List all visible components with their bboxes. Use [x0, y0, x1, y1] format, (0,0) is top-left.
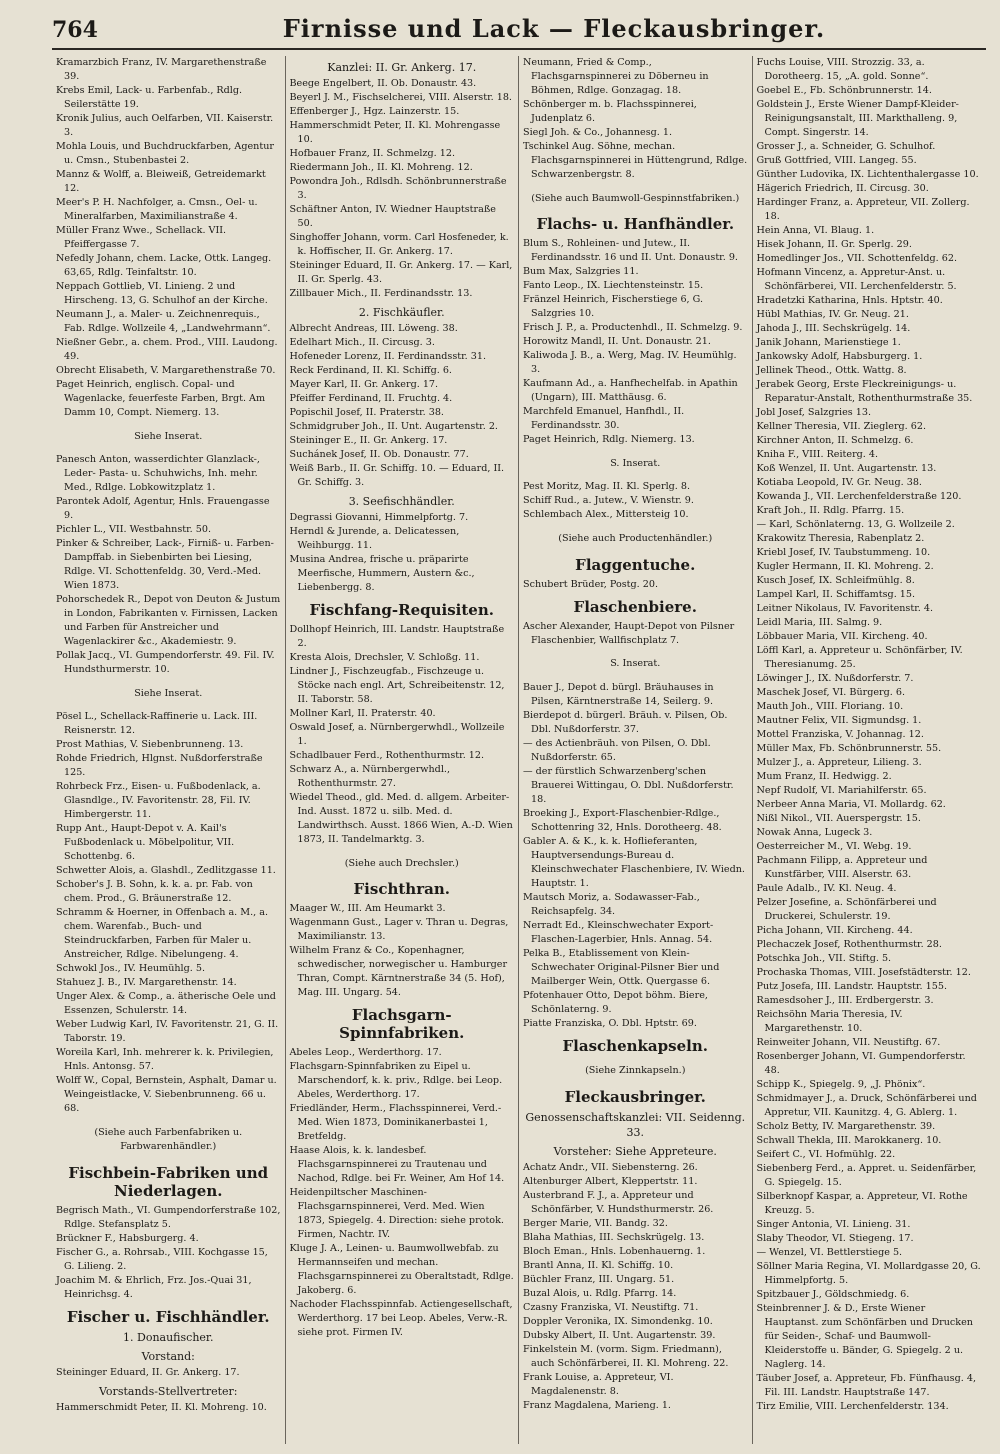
subsection-heading: 2. Fischkäufler. — [358, 306, 445, 319]
directory-entry: Franz Magdalena, Marieng. 1. — [523, 1399, 671, 1411]
subsection-heading: Genossenschaftskanzlei: VII. Seidenng. 33. — [525, 1110, 746, 1139]
directory-entry: Wilhelm Franz & Co., Kopenhagner, schwedischer, norwegischer u. Hamburger Thran, Compt. Kärntnerstraße 34 (5. Hof), Mag. III. Ungarg. 54. — [289, 945, 508, 999]
column-3 — [519, 56, 753, 1444]
directory-entry: Mum Franz, II. Hedwigg. 2. — [756, 771, 892, 782]
directory-entry: Hradetzki Katharina, Hnls. Hptstr. 40. — [756, 295, 943, 306]
directory-entry: Buzal Alois, u. Rdlg. Pfarrg. 14. — [523, 1287, 677, 1299]
directory-entry: Pest Moritz, Mag. II. Kl. Sperlg. 8. — [523, 481, 691, 493]
directory-entry: Hofmann Vincenz, a. Appretur-Anst. u. Schönfärberei, VII. Lerchenfelderstr. 5. — [756, 267, 957, 292]
directory-entry: Mottel Franziska, V. Johannag. 12. — [756, 729, 924, 740]
directory-entry: Kellner Theresia, VII. Zieglerg. 62. — [756, 421, 927, 432]
directory-entry: Koß Wenzel, II. Unt. Augartenstr. 13. — [756, 463, 937, 474]
reference-note: Siehe Inserat. — [134, 430, 203, 442]
directory-entry: Steininger E., II. Gr. Ankerg. 17. — [289, 435, 448, 446]
directory-entry: Janik Johann, Marienstiege 1. — [756, 337, 901, 348]
directory-entry: Gruß Gottfried, VIII. Langeg. 55. — [756, 155, 917, 166]
directory-entry: Pfotenhauer Otto, Depot böhm. Biere, Schönlaterng. 9. — [523, 989, 708, 1015]
directory-entry: Bierdepot d. bürgerl. Bräuh. v. Pilsen, Ob. Dbl. Nußdorferstr. 37. — [523, 709, 728, 735]
directory-entry: Schwall Thekla, III. Marokkanerg. 10. — [756, 1135, 942, 1146]
directory-entry: Hisek Johann, II. Gr. Sperlg. 29. — [756, 239, 912, 250]
directory-entry: Steininger Eduard, II. Gr. Ankerg. 17. — Karl, II. Gr. Sperlg. 43. — [289, 260, 513, 285]
directory-entry: Fuchs Louise, VIII. Strozzig. 33, a. Dorotheerg. 15, „A. gold. Sonne“. — [756, 57, 929, 82]
directory-entry: Büchler Franz, III. Ungarg. 51. — [523, 1273, 675, 1285]
reference-note: (Siehe Zinnkapseln.) — [585, 1065, 686, 1077]
running-title: Firnisse und Lack — Fleckausbringer. — [282, 14, 826, 43]
directory-entry: Fischer G., a. Rohrsab., VIII. Kochgasse 15, G. Lilieng. 2. — [56, 1246, 268, 1272]
directory-entry: Leidl Maria, III. Salmg. 9. — [756, 617, 883, 628]
directory-entry: Broeking J., Export-Flaschenbier-Rdlge., Schottenring 32, Hnls. Dorotheerg. 48. — [523, 807, 722, 833]
directory-entry: Altenburger Albert, Kleppertstr. 11. — [523, 1175, 698, 1187]
directory-entry: Bauer J., Depot d. bürgl. Bräuhauses in Pilsen, Kärntnerstraße 14, Seilerg. 9. — [523, 681, 714, 707]
directory-entry: Heidenpiltscher Maschinen-Flachsgarnspinnerei, Verd. Med. Wien 1873, Spiegelg. 4. Direction: siehe protok. Firmen, Nachtr. IV. — [289, 1187, 504, 1241]
section-heading: Fischfang-Requisiten. — [309, 601, 494, 619]
section-heading: Flaschenkapseln. — [562, 1036, 708, 1055]
directory-entry: Jahoda J., III. Sechskrügelg. 14. — [756, 323, 911, 334]
directory-entry: Löffl Karl, a. Appreteur u. Schönfärber, IV. Theresianumg. 25. — [756, 645, 963, 670]
directory-entry: Löbbauer Maria, VII. Kircheng. 40. — [756, 631, 928, 642]
directory-entry: Kluge J. A., Leinen- u. Baumwollwebfab. zu Hermannseifen und mechan. Flachsgarnspinnerei zu Oberaltstadt, Rdlge. Jakoberg. 6. — [289, 1243, 514, 1297]
directory-entry: Pösel L., Schellack-Raffinerie u. Lack. III. Reisnerstr. 12. — [56, 711, 258, 737]
directory-entry: Blaha Mathias, III. Sechskrügelg. 13. — [523, 1231, 705, 1243]
directory-entry: Beege Engelbert, II. Ob. Donaustr. 43. — [289, 78, 477, 89]
page-number: 764 — [52, 17, 98, 43]
reference-note: (Siehe auch Productenhändler.) — [558, 532, 713, 544]
directory-entry: Goebel E., Fb. Schönbrunnerstr. 14. — [756, 85, 932, 96]
directory-entry: Ascher Alexander, Haupt-Depot von Pilsner Flaschenbier, Wallfischplatz 7. — [523, 620, 735, 646]
reference-note: (Siehe auch Farbenfabriken u. Farbwarenhändler.) — [94, 1126, 243, 1152]
directory-entry: Kronik Julius, auch Oelfarben, VII. Kaiserstr. 3. — [56, 113, 274, 138]
directory-entry: Schäftner Anton, IV. Wiedner Hauptstraße 50. — [289, 204, 496, 229]
directory-entry: Maager W., III. Am Heumarkt 3. — [289, 903, 446, 915]
section-heading: Flaggentuche. — [575, 555, 696, 574]
reference-note: (Siehe auch Drechsler.) — [344, 857, 459, 869]
section-heading: Fleckausbringer. — [564, 1087, 706, 1106]
directory-entry: Paule Adalb., IV. Kl. Neug. 4. — [756, 883, 897, 894]
directory-entry: Schwetter Alois, a. Glashdl., Zedlitzgasse 11. — [56, 865, 276, 877]
directory-entry: Haase Alois, k. k. landesbef. Flachsgarnspinnerei zu Trautenau und Nachod, Rdlge. bei Fr. Weiner, Am Hof 14. — [289, 1145, 505, 1185]
directory-entry: Unger Alex. & Comp., a. ätherische Oele und Essenzen, Schulerstr. 14. — [56, 991, 276, 1017]
directory-entry: Berger Marie, VII. Bandg. 32. — [523, 1217, 668, 1229]
directory-entry: Goldstein J., Erste Wiener Dampf-Kleider-Reinigungsanstalt, III. Markthalleng. 9, Compt. Singerstr. 14. — [756, 99, 959, 138]
directory-entry: Pachmann Filipp, a. Appreteur und Kunstfärber, VIII. Alserstr. 63. — [756, 855, 928, 880]
directory-entry: Seifert C., VI. Hofmühlg. 22. — [756, 1149, 896, 1160]
directory-entry: Rosenberger Johann, VI. Gumpendorferstr. 48. — [756, 1051, 966, 1076]
directory-entry: Marchfeld Emanuel, Hanfhdl., II. Ferdinandsstr. 30. — [523, 406, 685, 432]
directory-entry: Maschek Josef, VI. Bürgerg. 6. — [756, 687, 906, 698]
directory-entry: Effenberger J., Hgz. Lainzerstr. 15. — [289, 106, 460, 117]
directory-entry: Frisch J. P., a. Productenhdl., II. Schmelzg. 9. — [523, 322, 743, 334]
directory-entry: Oswald Josef, a. Nürnbergerwhdl., Wollzeile 1. — [289, 722, 505, 747]
directory-entry: Pinker & Schreiber, Lack-, Firniß- u. Farben-Dampffab. in Siebenbirten bei Liesing, Rdlge. VI. Schottenfeldg. 30, Verd.-Med. Wien 1873. — [56, 538, 274, 592]
directory-entry: Hammerschmidt Peter, II. Kl. Mohreng. 10. — [56, 1401, 267, 1413]
directory-entry: Begrisch Math., VI. Gumpendorferstraße 102, Rdlge. Stefansplatz 5. — [56, 1204, 281, 1230]
directory-entry: Parontek Adolf, Agentur, Hnls. Frauengasse 9. — [56, 496, 270, 522]
directory-entry: Degrassi Giovanni, Himmelpfortg. 7. — [289, 512, 469, 523]
directory-entry: Schmidmayer J., a. Druck, Schönfärberei und Appretur, VII. Kaunitzg. 4, G. Ablerg. 1. — [756, 1093, 977, 1118]
directory-entry: Mannz & Wolff, a. Bleiweiß, Getreidemarkt 12. — [56, 169, 266, 194]
directory-entry: Singhoffer Johann, vorm. Carl Hosfeneder, k. k. Hoffischer, II. Gr. Ankerg. 17. — [289, 232, 509, 257]
directory-entry: Paget Heinrich, Rdlg. Niemerg. 13. — [523, 434, 695, 446]
directory-entry: Gabler A. & K., k. k. Hoflieferanten, Hauptversendungs-Bureau d. Kleinschwechater Flaschenbiere, IV. Wiedn. Hauptstr. 1. — [523, 835, 745, 889]
subsection-heading: 1. Donaufischer. — [123, 1330, 214, 1344]
directory-entry: Nowak Anna, Lugeck 3. — [756, 827, 873, 838]
subsection-heading: Vorstands-Stellvertreter: — [99, 1384, 238, 1398]
directory-entry: Kriebl Josef, IV. Taubstummeng. 10. — [756, 547, 931, 558]
section-heading: Fischbein-Fabriken und Niederlagen. — [68, 1163, 269, 1200]
directory-entry: Schubert Brüder, Postg. 20. — [523, 578, 658, 590]
directory-entry: Rupp Ant., Haupt-Depot v. A. Kail's Fußbodenlack u. Möbelpolitur, VII. Schottenbg. 6. — [56, 823, 235, 863]
directory-entry: Potschka Joh., VII. Stiftg. 5. — [756, 953, 892, 964]
directory-entry: Müller Max, Fb. Schönbrunnerstr. 55. — [756, 743, 942, 754]
subsection-heading: Vorsteher: Siehe Appreteure. — [553, 1144, 717, 1158]
directory-entry: Fanto Leop., IX. Liechtensteinstr. 15. — [523, 280, 704, 292]
directory-entry: Reinweiter Johann, VII. Neustiftg. 67. — [756, 1037, 941, 1048]
directory-entry: Hardinger Franz, a. Appreteur, VII. Zollerg. 18. — [756, 197, 970, 222]
directory-entry: Neumann, Fried & Comp., Flachsgarnspinnerei zu Döberneu in Böhmen, Rdlge. Gonzagag. 18. — [523, 57, 709, 96]
directory-entry: Doppler Veronika, IX. Simondenkg. 10. — [523, 1315, 713, 1327]
directory-entry: Czasny Franziska, VI. Neustiftg. 71. — [523, 1301, 699, 1313]
directory-entry: Dubsky Albert, II. Unt. Augartenstr. 39. — [523, 1329, 716, 1341]
directory-entry: Stahuez J. B., IV. Margarethenstr. 14. — [56, 977, 237, 989]
directory-entry: Putz Josefa, III. Landstr. Hauptstr. 155. — [756, 981, 948, 992]
directory-entry: Musina Andrea, frische u. präparirte Meerfische, Hummern, Austern &c., Liebenbergg. 8. — [289, 554, 475, 593]
page-header — [52, 14, 986, 50]
reference-note: S. Inserat. — [610, 457, 661, 469]
directory-entry: Krakowitz Theresia, Rabenplatz 2. — [756, 533, 925, 544]
directory-entry: Söllner Maria Regina, VI. Mollardgasse 20, G. Himmelpfortg. 5. — [756, 1261, 981, 1286]
directory-entry: Schönberger m. b. Flachsspinnerei, Judenplatz 6. — [523, 99, 697, 124]
directory-entry: Pelzer Josefine, a. Schönfärberei und Druckerei, Schulerstr. 19. — [756, 897, 937, 922]
directory-entry: Schwokl Jos., IV. Heumühlg. 5. — [56, 963, 206, 975]
directory-entry: Popischil Josef, II. Praterstr. 38. — [289, 407, 444, 418]
directory-entry: Schober's J. B. Sohn, k. k. a. pr. Fab. von chem. Prod., G. Bräunerstraße 12. — [56, 879, 253, 905]
reference-note: Siehe Inserat. — [134, 687, 203, 699]
directory-entry: Friedländer, Herm., Flachsspinnerei, Verd.-Med. Wien 1873, Dominikanerbastei 1, Bretfeldg. — [289, 1103, 502, 1143]
directory-entry: Kresta Alois, Drechsler, V. Schloßg. 11. — [289, 652, 480, 663]
directory-entry: Kirchner Anton, II. Schmelzg. 6. — [756, 435, 914, 446]
directory-entry: Nießner Gebr., a. chem. Prod., VIII. Laudong. 49. — [56, 337, 278, 362]
directory-entry: Schlembach Alex., Mittersteig 10. — [523, 509, 689, 521]
directory-entry: Herndl & Jurende, a. Delicatessen, Weihburgg. 11. — [289, 526, 460, 551]
directory-entry: Neppach Gottlieb, VI. Linieng. 2 und Hirscheng. 13, G. Schulhof an der Kirche. — [56, 281, 268, 306]
directory-entry: Siegl Joh. & Co., Johannesg. 1. — [523, 127, 673, 138]
directory-entry: Lampel Karl, II. Schiffamtsg. 15. — [756, 589, 916, 600]
directory-entry: Powondra Joh., Rdlsdh. Schönbrunnerstraße 3. — [289, 176, 507, 201]
directory-entry: Wagenmann Gust., Lager v. Thran u. Degras, Maximilianstr. 13. — [289, 917, 509, 943]
directory-entry: Grosser J., a. Schneider, G. Schulhof. — [756, 141, 936, 152]
directory-entry: Bum Max, Salzgries 11. — [523, 266, 639, 278]
directory-entry: Pichler L., VII. Westbahnstr. 50. — [56, 524, 212, 536]
directory-entry: Hein Anna, VI. Blaug. 1. — [756, 225, 875, 236]
directory-entry: Hübl Mathias, IV. Gr. Neug. 21. — [756, 309, 909, 320]
directory-entry: Fränzel Heinrich, Fischerstiege 6, G. Salzgries 10. — [523, 294, 704, 320]
directory-entry: Steininger Eduard, II. Gr. Ankerg. 17. — [56, 1366, 240, 1378]
directory-entry: Meer's P. H. Nachfolger, a. Cmsn., Oel- u. Mineralfarben, Maximilianstraße 4. — [56, 197, 258, 222]
directory-entry: Riedermann Joh., II. Kl. Mohreng. 12. — [289, 162, 473, 173]
directory-entry: Müller Franz Wwe., Schellack. VII. Pfeiffergasse 7. — [56, 225, 227, 250]
directory-entry: Kotiaba Leopold, IV. Gr. Neug. 38. — [756, 477, 922, 488]
directory-entry: Kugler Hermann, II. Kl. Mohreng. 2. — [756, 561, 934, 572]
directory-entry: Jerabek Georg, Erste Fleckreinigungs- u. Reparatur-Anstalt, Rothenthurmstraße 35. — [756, 379, 973, 404]
directory-entry: Schiff Rud., a. Jutew., V. Wienstr. 9. — [523, 495, 694, 507]
directory-entry: Neumann J., a. Maler- u. Zeichnenrequis., Fab. Rdlge. Wollzeile 4, „Landwehrmann“. — [56, 309, 271, 334]
column-1 — [52, 56, 286, 1444]
directory-entry: Kusch Josef, IX. Schleifmühlg. 8. — [756, 575, 915, 586]
directory-entry: Kaufmann Ad., a. Hanfhechelfab. in Apathin (Ungarn), III. Matthäusg. 6. — [523, 378, 738, 404]
directory-entry: Albrecht Andreas, III. Löweng. 38. — [289, 323, 458, 334]
directory-entry: Beyerl J. M., Fischselcherei, VIII. Alserstr. 18. — [289, 92, 512, 103]
directory-entry: Kraft Joh., II. Rdlg. Pfarrg. 15. — [756, 505, 905, 516]
directory-entry: Kniha F., VIII. Reiterg. 4. — [756, 449, 879, 460]
directory-entry: Jobl Josef, Salzgries 13. — [756, 407, 872, 418]
directory-entry: Löwinger J., IX. Nußdorferstr. 7. — [756, 673, 914, 684]
directory-entry: Obrecht Elisabeth, V. Margarethenstraße 70. — [56, 365, 276, 376]
section-heading: Flachsgarn-Spinnfabriken. — [339, 1006, 465, 1043]
directory-entry: Spitzbauer J., Göldschmiedg. 6. — [756, 1289, 910, 1300]
directory-entry: Singer Antonia, VI. Linieng. 31. — [756, 1219, 911, 1230]
directory-entry: Hofeneder Lorenz, II. Ferdinandsstr. 31. — [289, 351, 487, 362]
directory-entry: Abeles Leop., Werderthorg. 17. — [289, 1047, 442, 1059]
directory-entry: Weiß Barb., II. Gr. Schiffg. 10. — Eduard, II. Gr. Schiffg. 3. — [289, 463, 505, 488]
directory-entry: Schramm & Hoerner, in Offenbach a. M., a. chem. Warenfab., Buch- und Steindruckfarben, Farben für Maler u. Anstreicher, Rdlge. Nibelungeng. 4. — [56, 907, 269, 961]
directory-entry: Tschinkel Aug. Söhne, mechan. Flachsgarnspinnerei in Hüttengrund, Rdlge. Schwarzenbergstr. 8. — [523, 141, 748, 180]
directory-entry: Nepf Rudolf, VI. Mariahilferstr. 65. — [756, 785, 927, 796]
directory-entry: Nerradt Ed., Kleinschwechater Export-Flaschen-Lagerbier, Hnls. Annag. 54. — [523, 919, 714, 945]
directory-entry: Jellinek Theod., Ottk. Wattg. 8. — [756, 365, 907, 376]
directory-entry: Reichsöhn Maria Theresia, IV. Margarethenstr. 10. — [756, 1009, 903, 1034]
directory-entry: Paget Heinrich, englisch. Copal- und Wagenlacke, feuerfeste Farben, Brgt. Am Damm 10, Compt. Niemerg. 13. — [56, 379, 266, 418]
column-2 — [286, 56, 520, 1444]
subsection-heading: Kanzlei: II. Gr. Ankerg. 17. — [327, 61, 477, 74]
section-heading: Fischer u. Fischhändler. — [66, 1307, 270, 1326]
directory-entry: — Wenzel, VI. Bettlerstiege 5. — [756, 1247, 903, 1258]
directory-entry: Mautner Felix, VII. Sigmundsg. 1. — [756, 715, 922, 726]
directory-entry: Kowanda J., VII. Lerchenfelderstraße 120. — [756, 491, 962, 502]
directory-entry: Oesterreicher M., VI. Webg. 19. — [756, 841, 912, 852]
directory-entry: Jankowsky Adolf, Habsburgerg. 1. — [756, 351, 923, 362]
directory-entry: Woreila Karl, Inh. mehrerer k. k. Privilegien, Hnls. Antonsg. 57. — [56, 1047, 274, 1073]
directory-entry: Lindner J., Fischzeugfab., Fischzeuge u. Stöcke nach engl. Art, Schreibeitenstr. 12, II. Taborstr. 58. — [289, 666, 505, 705]
directory-entry: Steinbrenner J. & D., Erste Wiener Hauptanst. zum Schönfärben und Drucken für Seiden-, Schaf- und Baumwoll-Kleiderstoffe u. Bänder, G. Spiegelg. 2 u. Naglerg. 14. — [756, 1303, 973, 1370]
directory-entry: Günther Ludovika, IX. Lichtenthalergasse 10. — [756, 169, 979, 180]
directory-entry: Silberknopf Kaspar, a. Appreteur, VI. Rothe Kreuzg. 5. — [756, 1191, 968, 1216]
directory-entry: Hägerich Friedrich, II. Circusg. 30. — [756, 183, 929, 194]
directory-entry: Frank Louise, a. Appreteur, VI. Magdalenenstr. 8. — [523, 1371, 674, 1397]
directory-entry: Flachsgarn-Spinnfabriken zu Eipel u. Marschendorf, k. k. priv., Rdlge. bei Leop. Abeles, Werderthorg. 17. — [289, 1061, 503, 1101]
directory-entry: Schwarz A., a. Nürnbergerwhdl., Rothenthurmstr. 27. — [289, 764, 450, 789]
directory-entry: Zillbauer Mich., II. Ferdinandsstr. 13. — [289, 288, 473, 299]
directory-entry: Mauth Joh., VIII. Floriang. 10. — [756, 701, 904, 712]
section-heading: Fischthran. — [353, 880, 450, 899]
directory-entry: Schmidgruber Joh., II. Unt. Augartenstr. 2. — [289, 421, 498, 432]
reference-note: (Siehe auch Baumwoll-Gespinnstfabriken.) — [531, 192, 740, 204]
directory-entry: Mautsch Moriz, a. Sodawasser-Fab., Reichsapfelg. 34. — [523, 891, 700, 917]
directory-entry: Nerbeer Anna Maria, VI. Mollardg. 62. — [756, 799, 946, 810]
directory-entry: Wolff W., Copal, Bernstein, Asphalt, Damar u. Weingeistlacke, V. Siebenbrunneng. 66 u. 68. — [56, 1075, 277, 1115]
directory-entry: Scholz Betty, IV. Margarethenstr. 39. — [756, 1121, 936, 1132]
subsection-heading: 3. Seefischhändler. — [348, 495, 455, 508]
directory-entry: Prost Mathias, V. Siebenbrunneng. 13. — [56, 739, 244, 751]
directory-entry: Hofbauer Franz, II. Schmelzg. 12. — [289, 148, 456, 159]
directory-entry: Austerbrand F. J., a. Appreteur und Schönfärber, V. Hundsthurmerstr. 26. — [523, 1189, 714, 1215]
directory-entry: Horowitz Mandl, II. Unt. Donaustr. 21. — [523, 336, 711, 348]
directory-entry: Schadlbauer Ferd., Rothenthurmstr. 12. — [289, 750, 485, 761]
directory-entry: Dollhopf Heinrich, III. Landstr. Hauptstraße 2. — [289, 624, 505, 649]
subsection-heading: Vorstand: — [141, 1349, 195, 1363]
directory-entry: Kramarzbich Franz, IV. Margarethenstraße 39. — [56, 57, 267, 82]
directory-entry: Mollner Karl, II. Praterstr. 40. — [289, 708, 436, 719]
directory-entry: Nachoder Flachsspinnfab. Actiengesellschaft, Werderthorg. 17 bei Leop. Abeles, Verw.-R. siehe prot. Firmen IV. — [289, 1299, 513, 1339]
directory-entry: Pohorschedek R., Depot von Deuton & Justum in London, Fabrikanten v. Firnissen, Lacken und Farben für Anstreicher und Wagenlackirer &c., Akademiestr. 9. — [56, 594, 281, 648]
directory-entry: Edelhart Mich., II. Circusg. 3. — [289, 337, 435, 348]
directory-entry: Rohrbeck Frz., Eisen- u. Fußbodenlack, a. Glasndlge., IV. Favoritenstr. 28, Fil. IV. Himbergerstr. 11. — [56, 781, 261, 821]
directory-entry: Mayer Karl, II. Gr. Ankerg. 17. — [289, 379, 439, 390]
directory-entry: Nißl Nikol., VII. Auerspergstr. 15. — [756, 813, 921, 824]
directory-entry: Schipp K., Spiegelg. 9, „J. Phönix“. — [756, 1079, 926, 1090]
directory-entry: Blum S., Rohleinen- und Jutew., II. Ferdinandsstr. 16 und II. Unt. Donaustr. 9. — [523, 238, 738, 264]
directory-entry: Pelka B., Etablissement von Klein-Schwechater Original-Pilsner Bier und Mailberger Wein, Ottk. Quergasse 6. — [523, 947, 720, 987]
section-heading: Flaschenbiere. — [573, 597, 697, 616]
directory-entry: Suchánek Josef, II. Ob. Donaustr. 77. — [289, 449, 469, 460]
directory-entry: Siebenberg Ferd., a. Appret. u. Seidenfärber, G. Spiegelg. 15. — [756, 1163, 977, 1188]
directory-entry: Pollak Jacq., VI. Gumpendorferstr. 49. Fil. IV. Hundsthurmerstr. 10. — [56, 650, 275, 676]
directory-entry: Picha Johann, VII. Kircheng. 44. — [756, 925, 913, 936]
directory-entry: Mohla Louis, und Buchdruckfarben, Agentur u. Cmsn., Stubenbastei 2. — [56, 141, 274, 166]
section-heading: Flachs- u. Hanfhändler. — [536, 215, 735, 234]
directory-entry: Rohde Friedrich, Hlgnst. Nußdorferstraße 125. — [56, 753, 263, 779]
directory-entry: Panesch Anton, wasserdichter Glanzlack-, Leder- Pasta- u. Schuhwichs, Inh. mehr. Med., Rdlge. Lobkowitzplatz 1. — [56, 454, 260, 494]
directory-entry: Krebs Emil, Lack- u. Farbenfab., Rdlg. Seilerstätte 19. — [56, 85, 243, 110]
directory-entry: Wiedel Theod., gld. Med. d. allgem. Arbeiter-Ind. Ausst. 1872 u. silb. Med. d. Landwirthsch. Ausst. 1866 Wien, A.-D. Wien 1873, II. Tandelmarktg. 3. — [289, 792, 513, 845]
directory-entry: — Karl, Schönlaterng. 13, G. Wollzeile 2. — [756, 519, 955, 530]
directory-entry: Leitner Nikolaus, IV. Favoritenstr. 4. — [756, 603, 933, 614]
directory-entry: Weber Ludwig Karl, IV. Favoritenstr. 21, G. II. Taborstr. 19. — [56, 1019, 279, 1045]
directory-entry: Slaby Theodor, VI. Stiegeng. 17. — [756, 1233, 914, 1244]
directory-entry: — der fürstlich Schwarzenberg'schen Brauerei Wittingau, O. Dbl. Nußdorferstr. 18. — [523, 765, 734, 805]
directory-entry: Finkelstein M. (vorm. Sigm. Friedmann), auch Schönfärberei, II. Kl. Mohreng. 22. — [523, 1343, 729, 1369]
directory-entry: — des Actienbräuh. von Pilsen, O. Dbl. Nußdorferstr. 65. — [523, 737, 711, 763]
directory-entry: Joachim M. & Ehrlich, Frz. Jos.-Quai 31, Heinrichsg. 4. — [56, 1274, 252, 1300]
directory-entry: Hammerschmidt Peter, II. Kl. Mohrengasse 10. — [289, 120, 501, 145]
directory-entry: Prochaska Thomas, VIII. Josefstädterstr. 12. — [756, 967, 971, 978]
directory-entry: Reck Ferdinand, II. Kl. Schiffg. 6. — [289, 365, 452, 376]
directory-entry: Tirz Emilie, VIII. Lerchenfelderstr. 134. — [756, 1401, 949, 1412]
reference-note: S. Inserat. — [610, 658, 661, 670]
columns — [52, 56, 986, 1444]
directory-entry: Homedlinger Jos., VII. Schottenfeldg. 62. — [756, 253, 958, 264]
directory-entry: Plechaczek Josef, Rothenthurmstr. 28. — [756, 939, 942, 950]
directory-entry: Mulzer J., a. Appreteur, Lilieng. 3. — [756, 757, 922, 768]
directory-entry: Täuber Josef, a. Appreteur, Fb. Fünfhausg. 4, Fil. III. Landstr. Hauptstraße 147. — [756, 1373, 976, 1398]
directory-entry: Nefedly Johann, chem. Lacke, Ottk. Langeg. 63,65, Rdlg. Teinfaltstr. 10. — [56, 253, 272, 278]
directory-entry: Piatte Franziska, O. Dbl. Hptstr. 69. — [523, 1017, 697, 1029]
directory-entry: Bloch Eman., Hnls. Lobenhauerng. 1. — [523, 1245, 706, 1257]
directory-entry: Brantl Anna, II. Kl. Schiffg. 10. — [523, 1259, 674, 1271]
column-4 — [753, 56, 986, 1444]
directory-entry: Achatz Andr., VII. Siebensterng. 26. — [523, 1161, 698, 1173]
directory-entry: Brückner F., Habsburgerg. 4. — [56, 1232, 199, 1244]
directory-entry: Ramesdsoher J., III. Erdbergerstr. 3. — [756, 995, 934, 1006]
directory-entry: Pfeiffer Ferdinand, II. Fruchtg. 4. — [289, 393, 453, 404]
directory-entry: Kaliwoda J. B., a. Werg, Mag. IV. Heumühlg. 3. — [523, 350, 737, 376]
